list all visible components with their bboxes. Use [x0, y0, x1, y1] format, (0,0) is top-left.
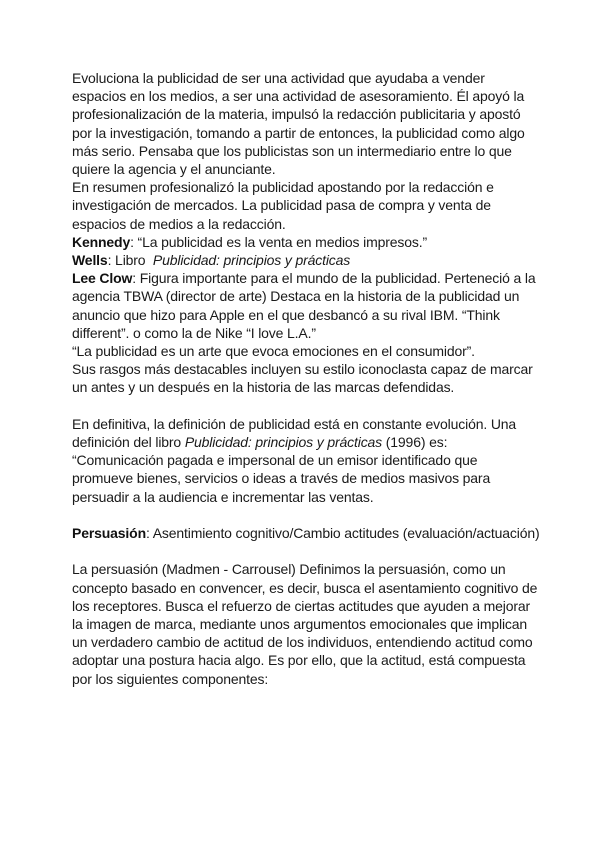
definition-book-title: Publicidad: principios y prácticas [184, 434, 383, 451]
definition-text: (1996) es: “Comunicación pagada e impersonal de un emisor identificado que promueve bienes, servicios o ideas a través de medios masivos para persuadir a la audiencia e incrementar las ventas. [72, 434, 491, 505]
paragraph-summary: En resumen profesionalizó la publicidad apostando por la redacción e investigación de mercados. La publicidad pasa de compra y venta de espacios de medios a la redacción. [72, 179, 494, 232]
wells-label: : Libro [107, 252, 153, 269]
paragraph-lee-clow [72, 269, 542, 342]
spacer [72, 542, 542, 560]
paragraph-kennedy [72, 233, 542, 251]
paragraph-lee-clow-traits: Sus rasgos más destacables incluyen su estilo iconoclasta capaz de marcar un antes y un después en la historia de las marcas defendidas. [72, 361, 533, 396]
persuasion-definition: : Asentimiento cognitivo/Cambio actitudes (evaluación/actuación) [145, 525, 540, 542]
paragraph-definition [72, 415, 542, 506]
author-wells: Wells [72, 252, 108, 269]
author-kennedy: Kennedy [72, 233, 131, 250]
paragraph-evolution: Evoluciona la publicidad de ser una actividad que ayudaba a vender espacios en los medios, a ser una actividad de asesoramiento. Él apoyó la profesionalización de la materia, impulsó la redacción publicitaria y apostó por la investigación, tomando a partir de entonces, la publicidad como algo más serio. Pensaba que los publicistas son un intermediario entre lo que quiere la agencia y el anunciante. [72, 70, 525, 178]
term-persuasion: Persuasión [72, 525, 146, 542]
paragraph-persuasion-detail: La persuasión (Madmen - Carrousel) Definimos la persuasión, como un concepto basado en convencer, es decir, busca el asentamiento cognitivo de los receptores. Busca el refuerzo de ciertas actitudes que ayuden a mejorar la imagen de marca, mediante unos argumentos emocionales que implican un verdadero cambio de actitud de los individuos, entendiendo actitud como adoptar una postura hacia algo. Es por ello, que la actitud, está compuesta por los siguientes componentes: [72, 561, 538, 687]
kennedy-quote: : “La publicidad es la venta en medios impresos.” [130, 233, 427, 250]
spacer [72, 506, 542, 524]
paragraph-persuasion [72, 524, 542, 542]
paragraph-wells [72, 251, 542, 269]
paragraph-lee-clow-quote: “La publicidad es un arte que evoca emociones en el consumidor”. [72, 343, 475, 360]
document-page [72, 69, 542, 688]
definition-intro: En definitiva, la definición de publicidad está en constante evolución. Una definición del libro [72, 415, 517, 451]
wells-book-title: Publicidad: principios y prácticas [152, 252, 351, 269]
spacer [72, 397, 542, 415]
author-lee-clow: Lee Clow [72, 270, 133, 287]
lee-clow-description: : Figura importante para el mundo de la publicidad. Perteneció a la agencia TBWA (director de arte) Destaca en la historia de la publicidad un anuncio que hizo para Apple en el que desbancó a su rival IBM. “Think different”. o como la de Nike “I love L.A.” [72, 270, 536, 341]
